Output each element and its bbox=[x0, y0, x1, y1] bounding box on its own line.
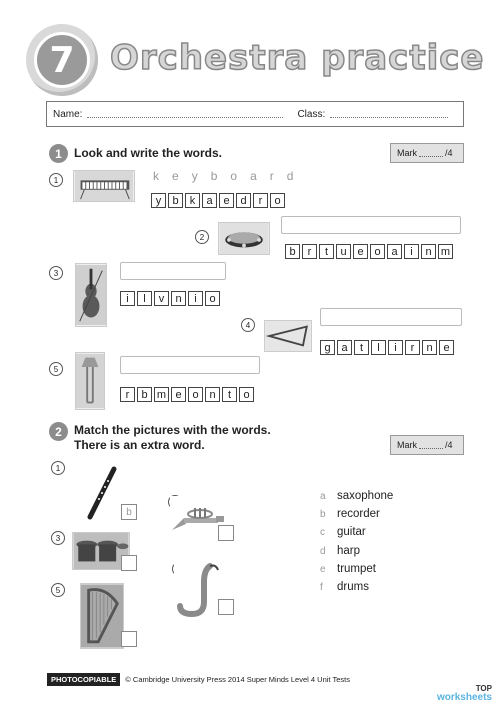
question-5-number: 5 bbox=[49, 362, 63, 376]
letter-tile: n bbox=[171, 291, 186, 306]
letter-tile: g bbox=[320, 340, 335, 355]
option-d: d harp bbox=[320, 544, 361, 557]
letter-tile: e bbox=[171, 387, 186, 402]
unit-badge bbox=[26, 24, 98, 96]
match-box-2[interactable] bbox=[218, 525, 234, 541]
letter-tile: t bbox=[222, 387, 237, 402]
letter-tile: n bbox=[422, 340, 437, 355]
option-a: a saxophone bbox=[320, 490, 394, 502]
question-2-number: 2 bbox=[195, 230, 209, 244]
unit-number: 7 bbox=[34, 32, 90, 88]
option-f: f drums bbox=[320, 580, 369, 593]
violin-image bbox=[75, 263, 107, 327]
answer-field-2[interactable] bbox=[281, 216, 461, 234]
answer-field-5[interactable] bbox=[120, 356, 260, 374]
footer bbox=[47, 673, 350, 686]
name-field[interactable] bbox=[87, 110, 283, 118]
question-4-number: 4 bbox=[241, 318, 255, 332]
letter-tile: a bbox=[387, 244, 402, 259]
class-field[interactable] bbox=[330, 110, 448, 118]
match-box-4[interactable] bbox=[218, 599, 234, 615]
exercise-2-title: Match the pictures with the words. There is an extra word. bbox=[74, 423, 271, 452]
copyright-text: © Cambridge University Press 2014 Super Minds Level 4 Unit Tests bbox=[125, 675, 350, 684]
triangle-image bbox=[264, 320, 312, 352]
letter-tile: e bbox=[353, 244, 368, 259]
letter-tile: v bbox=[154, 291, 169, 306]
match-box-3[interactable] bbox=[121, 555, 137, 571]
letter-tiles-3 bbox=[120, 291, 220, 306]
letter-tile: l bbox=[137, 291, 152, 306]
letter-tile: o bbox=[205, 291, 220, 306]
match-3-number: 3 bbox=[51, 531, 65, 545]
letter-tile: a bbox=[337, 340, 352, 355]
letter-tile: b bbox=[285, 244, 300, 259]
letter-tile: i bbox=[188, 291, 203, 306]
letter-tile: u bbox=[336, 244, 351, 259]
letter-tile: e bbox=[219, 193, 234, 208]
student-info-box bbox=[46, 101, 464, 127]
recorder-image bbox=[84, 465, 120, 521]
letter-tile: y bbox=[151, 193, 166, 208]
page-title: Orchestra practice bbox=[110, 38, 485, 78]
match-1-number: 1 bbox=[51, 461, 65, 475]
letter-tile: o bbox=[188, 387, 203, 402]
example-answer-keyboard: k e y b o a r d bbox=[153, 169, 295, 183]
question-1-number: 1 bbox=[49, 173, 63, 187]
question-3-number: 3 bbox=[49, 266, 63, 280]
letter-tile: i bbox=[404, 244, 419, 259]
letter-tile: r bbox=[405, 340, 420, 355]
harp-image bbox=[80, 583, 124, 649]
topworksheets-logo: TOP worksheets bbox=[436, 684, 492, 703]
exercise-2-mark: Mark /4 bbox=[390, 435, 464, 455]
option-e: e trumpet bbox=[320, 562, 376, 575]
letter-tiles-5 bbox=[120, 387, 254, 402]
option-b: b recorder bbox=[320, 508, 380, 521]
letter-tiles-4 bbox=[320, 340, 454, 355]
match-box-5[interactable] bbox=[121, 631, 137, 647]
letter-tile: i bbox=[120, 291, 135, 306]
letter-tile: b bbox=[168, 193, 183, 208]
letter-tile: o bbox=[370, 244, 385, 259]
letter-tile: o bbox=[270, 193, 285, 208]
class-label: Class: bbox=[297, 108, 326, 120]
letter-tile: b bbox=[137, 387, 152, 402]
letter-tile: m bbox=[154, 387, 169, 402]
option-c: c guitar bbox=[320, 526, 366, 539]
letter-tile: l bbox=[371, 340, 386, 355]
letter-tile: r bbox=[120, 387, 135, 402]
match-box-1: b bbox=[121, 504, 137, 520]
letter-tile: o bbox=[239, 387, 254, 402]
word-options bbox=[320, 490, 393, 599]
letter-tile: t bbox=[319, 244, 334, 259]
letter-tile: r bbox=[253, 193, 268, 208]
letter-tile: r bbox=[302, 244, 317, 259]
letter-tile: e bbox=[439, 340, 454, 355]
letter-tile: t bbox=[354, 340, 369, 355]
saxophone-image bbox=[174, 562, 222, 618]
letter-tile: a bbox=[202, 193, 217, 208]
letter-tile: n bbox=[205, 387, 220, 402]
letter-tiles-2 bbox=[285, 244, 453, 259]
answer-field-4[interactable] bbox=[320, 308, 462, 326]
tambourine-image bbox=[218, 222, 270, 255]
trombone-image bbox=[75, 352, 105, 410]
letter-tile: i bbox=[388, 340, 403, 355]
photocopiable-label: PHOTOCOPIABLE bbox=[47, 673, 120, 686]
letter-tile: n bbox=[421, 244, 436, 259]
exercise-1-mark: Mark /4 bbox=[390, 143, 464, 163]
answer-field-3[interactable] bbox=[120, 262, 226, 280]
letter-tile: k bbox=[185, 193, 200, 208]
exercise-2-number: 2 bbox=[49, 422, 68, 441]
exercise-1-number: 1 bbox=[49, 144, 68, 163]
name-label: Name: bbox=[53, 108, 83, 120]
keyboard-image bbox=[73, 170, 135, 202]
match-5-number: 5 bbox=[51, 583, 65, 597]
exercise-1-title: Look and write the words. bbox=[74, 146, 223, 160]
letter-tiles-1 bbox=[151, 193, 285, 208]
letter-tile: d bbox=[236, 193, 251, 208]
letter-tile: m bbox=[438, 244, 453, 259]
